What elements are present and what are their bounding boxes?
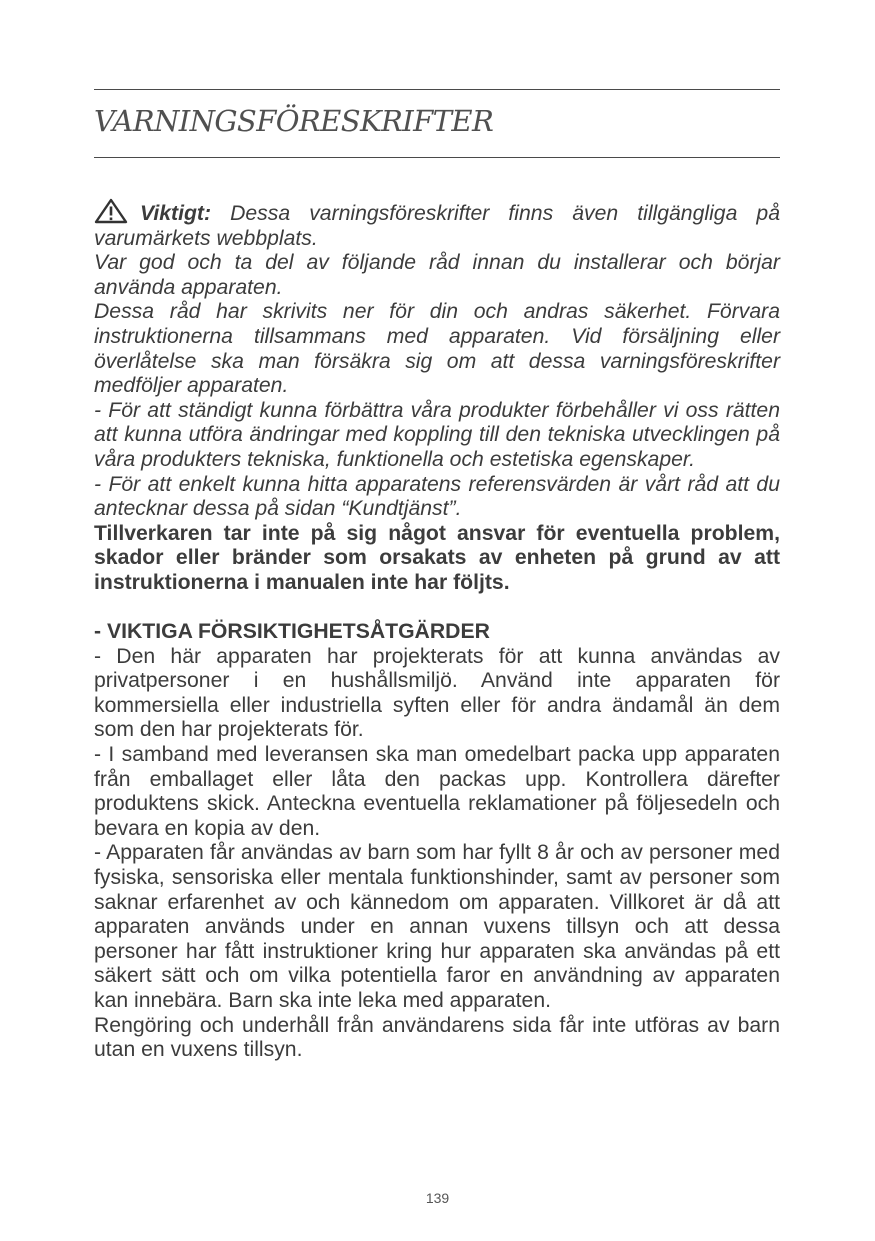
warning-triangle-icon bbox=[94, 198, 128, 224]
page-title: VARNINGSFÖRESKRIFTER bbox=[94, 104, 494, 138]
intro-paragraph-4: - För att enkelt kunna hitta apparatens referensvärden är vårt råd att du antecknar dessa på sidan “Kundtjänst”. bbox=[94, 472, 780, 521]
intro-paragraph-2: Dessa råd har skrivits ner för din och andras säkerhet. Förvara instruktionerna tillsammans med apparaten. Vid försäljning eller överlåtelse ska man försäkra sig om att dessa varningsföreskrifter medföljer apparaten. bbox=[94, 300, 780, 398]
intro-paragraph-1: Var god och ta del av följande råd innan du installerar och börjar använda apparaten. bbox=[94, 251, 780, 299]
section-spacer bbox=[94, 596, 780, 621]
title-underline-rule bbox=[94, 157, 780, 158]
main-content bbox=[94, 198, 780, 1063]
precaution-paragraph-3: - Apparaten får användas av barn som har fyllt 8 år och av personer med fysiska, sensoriska eller mentala funktionshinder, samt av personer som saknar erfarenhet av och kännedom om apparaten. Villkoret är då att apparaten används under en annan vuxens tillsyn och att dessa personer har fått instruktioner kring hur apparaten ska användas på ett säkert sätt och om vilka potentiella faror en användning av apparaten kan innebära. Barn ska inte leka med apparaten. bbox=[94, 841, 780, 1012]
intro-paragraph-3: - För att ständigt kunna förbättra våra produkter förbehåller vi oss rätten att kunna utföra ändringar med koppling till den tekniska utvecklingen på våra produkters tekniska, funktionella och estetiska egenskaper. bbox=[94, 398, 780, 471]
important-label: Viktigt: bbox=[140, 202, 212, 225]
precaution-paragraph-1: - Den här apparaten har projekterats för att kunna användas av privatpersoner i en hushållsmiljö. Använd inte apparaten för kommersiella eller industriella syften eller för andra ändamål än dem som den har projekterats för. bbox=[94, 644, 780, 742]
top-rule bbox=[94, 89, 780, 90]
important-text: Dessa varningsföreskrifter finns även tillgängliga på varumärkets webbplats. bbox=[94, 202, 780, 250]
important-notice bbox=[94, 198, 780, 251]
page-number: 139 bbox=[425, 1190, 450, 1206]
precaution-paragraph-2: - I samband med leveransen ska man omedelbart packa upp apparaten från emballaget eller låta den packas upp. Kontrollera därefter produktens skick. Anteckna eventuella reklamationer på följesedeln och bevara en kopia av den. bbox=[94, 743, 780, 840]
precautions-heading: - VIKTIGA FÖRSIKTIGHETSÅTGÄRDER bbox=[94, 620, 490, 644]
precaution-paragraph-4: Rengöring och underhåll från användarens sida får inte utföras av barn utan en vuxens tillsyn. bbox=[94, 1013, 780, 1062]
disclaimer-paragraph: Tillverkaren tar inte på sig något ansvar för eventuella problem, skador eller bränder som orsakats av enheten på grund av att instruktionerna i manualen inte har följts. bbox=[94, 521, 780, 594]
